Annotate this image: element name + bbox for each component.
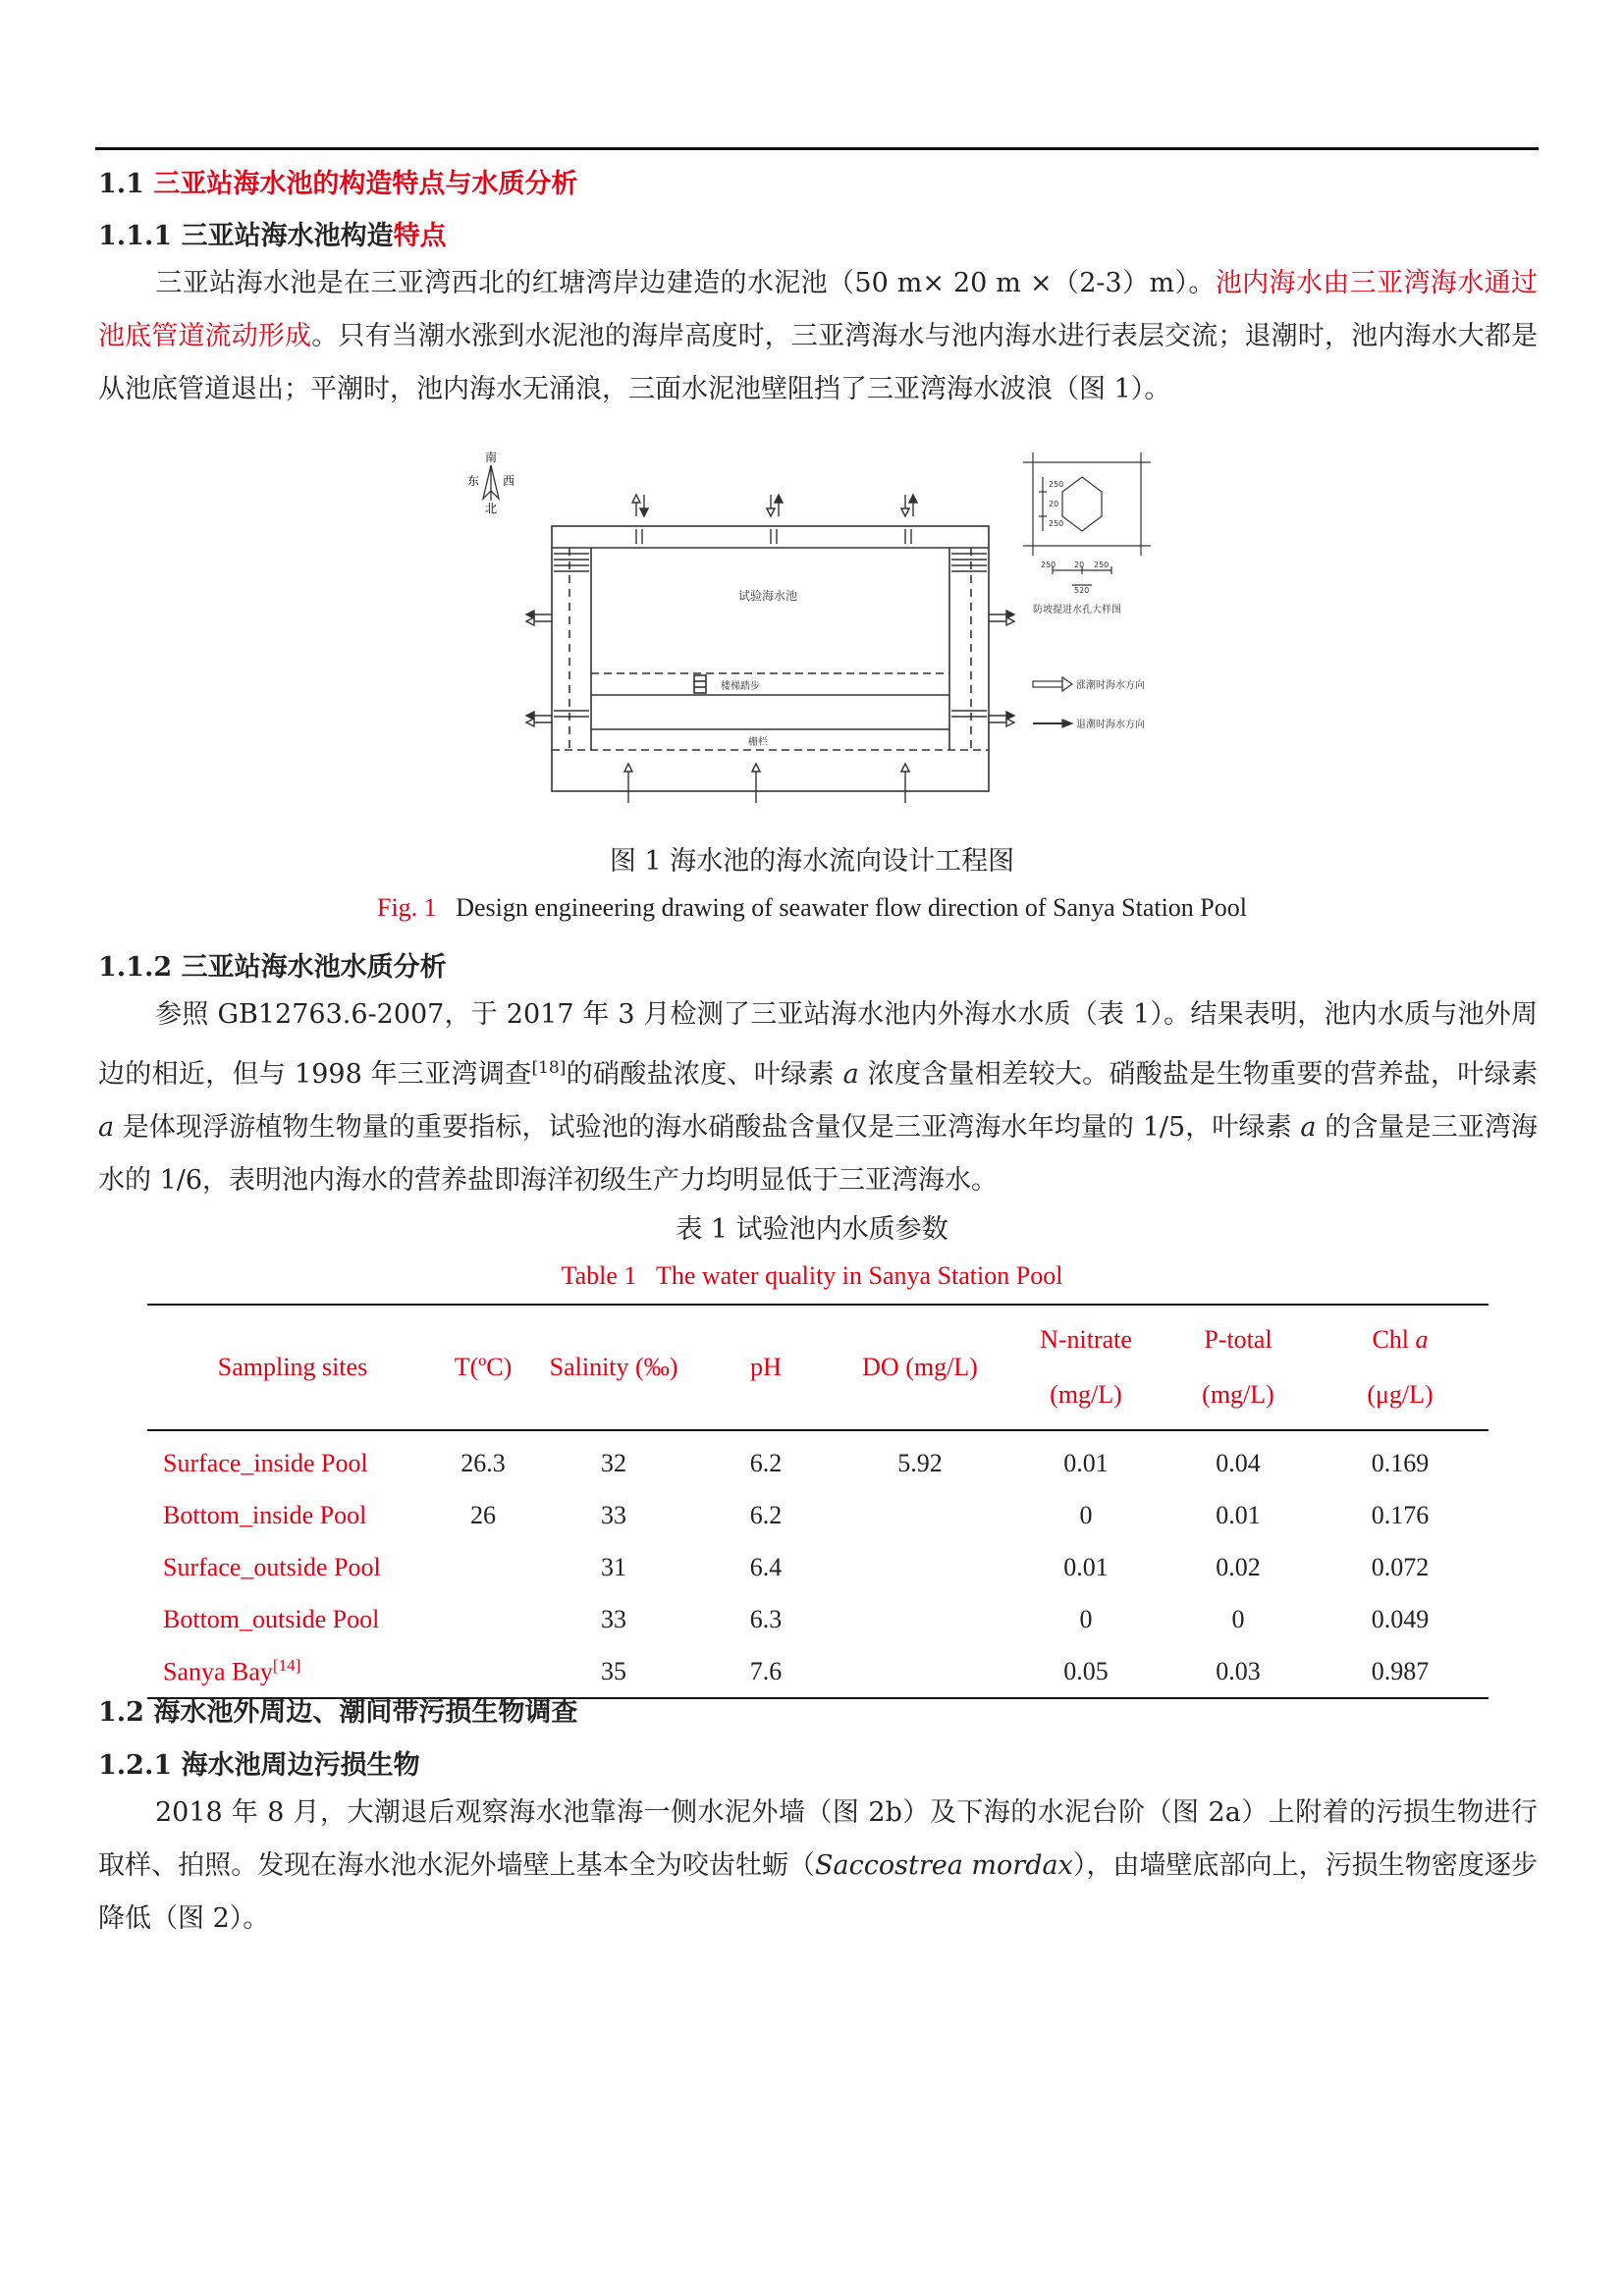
cell-chl: 0.072: [1371, 1552, 1430, 1581]
section-number: 1.1: [98, 169, 144, 199]
svg-text:东: 东: [466, 474, 480, 488]
cell-ph: 7.6: [749, 1656, 783, 1685]
cell-chl: 0.176: [1371, 1500, 1430, 1529]
cell-site: Surface_inside Pool: [163, 1448, 368, 1477]
cell-do: 5.92: [897, 1448, 943, 1477]
cell-chl: 0.987: [1371, 1656, 1430, 1685]
cell-ptotal: 0.03: [1216, 1656, 1261, 1685]
side-flow-arrows: [526, 611, 1014, 726]
cell-chl: 0.169: [1371, 1448, 1430, 1477]
legend-rise-label: 涨潮时海水方向: [1076, 680, 1145, 691]
svg-text:20: 20: [1049, 500, 1059, 508]
section-title: 三亚站海水池构造: [181, 221, 394, 251]
header-chl: Chl a (μg/L): [1367, 1325, 1434, 1409]
cell-ptotal: 0: [1231, 1604, 1245, 1633]
detail-label: 防坡提进水孔大样图: [1033, 605, 1121, 615]
fence-label: 栅栏: [748, 737, 768, 748]
figure-caption-cn: 图 1 海水池的海水流向设计工程图: [609, 846, 1015, 877]
header-rule: [95, 147, 1539, 150]
section-heading-1-1-2: [98, 945, 447, 984]
table-row: [147, 1430, 1489, 1489]
cell-nitrate: 0: [1079, 1500, 1093, 1529]
table-caption-en: Table 1 The water quality in Sanya Station Pool: [561, 1261, 1063, 1290]
table-1: [147, 1304, 1489, 1699]
header-site: Sampling sites: [217, 1353, 368, 1381]
cell-salinity: 33: [601, 1500, 626, 1529]
section-heading-1-2: [98, 1690, 577, 1729]
paragraph-fouling-organisms: 2018 年 8 月，大潮退后观察海水池靠海一侧水泥外墙（图 2b）及下海的水泥台阶（图 2a）上附着的污损生物进行取样、拍照。发现在海水池水泥外墙壁上基本全为咬齿牡蛎（Saccostrea mordax），由墙壁底部向上，污损生物密度逐步降低（图 2）。: [98, 1797, 1538, 1934]
header-salinity: Salinity (‰): [549, 1353, 678, 1381]
water-quality-table: [147, 1304, 1489, 1699]
cell-salinity: 35: [601, 1656, 626, 1685]
cell-do: [833, 1489, 1007, 1541]
cell-nitrate: 0: [1079, 1604, 1093, 1633]
bottom-flow-arrows: [624, 764, 909, 803]
table-caption-cn: 表 1 试验池内水质参数: [676, 1214, 948, 1245]
cell-ph: 6.2: [749, 1500, 783, 1529]
table-header-row: [147, 1305, 1489, 1430]
figure-1-engineering-drawing: [454, 438, 1210, 816]
cell-ptotal: 0.02: [1216, 1552, 1261, 1581]
legend: [1033, 677, 1072, 727]
section-number: 1.2: [98, 1697, 144, 1728]
cell-do: [833, 1541, 1007, 1593]
cell-temperature: [438, 1541, 528, 1593]
cell-salinity: 32: [601, 1448, 626, 1477]
svg-text:520: 520: [1074, 586, 1090, 595]
cell-nitrate: 0.05: [1063, 1656, 1109, 1685]
cell-ptotal: 0.01: [1216, 1500, 1261, 1529]
pool-label: 试验海水池: [737, 589, 798, 603]
citation: [18]: [531, 1058, 567, 1078]
svg-text:250: 250: [1049, 480, 1064, 489]
section-number: 1.1.2: [98, 952, 173, 983]
svg-text:西: 西: [502, 474, 515, 488]
cell-do: [833, 1593, 1007, 1645]
cell-temperature: [438, 1593, 528, 1645]
detail-dimensions: [1041, 480, 1109, 595]
cell-nitrate: 0.01: [1063, 1448, 1109, 1477]
cell-salinity: 31: [601, 1552, 626, 1581]
paragraph-water-quality: 参照 GB12763.6-2007，于 2017 年 3 月检测了三亚站海水池内外海水水质（表 1）。结果表明，池内水质与池外周边的相近，但与 1998 年三亚湾调查[18]的硝酸盐浓度、叶绿素 a 浓度含量相差较大。硝酸盐是生物重要的营养盐，叶绿素 a 是体现浮游植物生物量的重要指标，试验池的海水硝酸盐含量仅是三亚湾海水年均量的 1/5，叶绿素 a 的含量是三亚湾海水的 1/6，表明池内海水的营养盐即海洋初级生产力均明显低于三亚湾海水。: [98, 999, 1538, 1196]
section-title-highlight: 特点: [393, 221, 447, 251]
citation: [14]: [272, 1655, 301, 1675]
top-flow-arrows: [632, 495, 917, 544]
svg-text:北: 北: [484, 502, 498, 515]
header-ptotal: P-total (mg/L): [1202, 1325, 1274, 1409]
figure-caption-en: Fig. 1 Design engineering drawing of seawater flow direction of Sanya Station Pool: [377, 893, 1247, 922]
stairs-label: 楼梯踏步: [721, 681, 760, 692]
cell-salinity: 33: [601, 1604, 626, 1633]
cell-site: Sanya Bay[14]: [163, 1655, 301, 1686]
table-row: [147, 1593, 1489, 1645]
section-number: 1.1.1: [98, 221, 173, 251]
header-temperature: T(ºC): [454, 1353, 513, 1381]
cell-ph: 6.2: [749, 1448, 783, 1477]
cell-site: Bottom_outside Pool: [163, 1604, 380, 1633]
section-heading-1-2-1: [98, 1743, 420, 1782]
cell-nitrate: 0.01: [1063, 1552, 1109, 1581]
compass-icon: [467, 450, 514, 515]
cell-site: Surface_outside Pool: [163, 1552, 381, 1581]
svg-text:250: 250: [1049, 519, 1064, 528]
header-ph: pH: [750, 1353, 782, 1381]
section-heading-1-1-1: [98, 214, 447, 252]
section-title: 三亚站海水池水质分析: [181, 952, 447, 983]
section-title: 海水池外周边、潮间带污损生物调查: [153, 1697, 578, 1728]
svg-text:250: 250: [1041, 561, 1056, 569]
highlight-text: 池内海水由三亚湾海水通过池底管道流动形成: [98, 268, 1538, 351]
cell-temperature: 26: [470, 1500, 496, 1529]
cell-site: Bottom_inside Pool: [163, 1500, 367, 1529]
header-do: DO (mg/L): [862, 1353, 978, 1381]
pool-outline: [552, 526, 989, 791]
header-nitrate: N-nitrate (mg/L): [1040, 1325, 1132, 1409]
svg-text:20: 20: [1074, 561, 1085, 569]
legend-fall-label: 退潮时海水方向: [1076, 720, 1145, 730]
section-heading-1-1: [98, 162, 577, 200]
table-row: [147, 1489, 1489, 1541]
cell-ph: 6.4: [749, 1552, 783, 1581]
paragraph-pool-structure: 三亚站海水池是在三亚湾西北的红塘湾岸边建造的水泥池（50 m× 20 m ×（2-3）m）。池内海水由三亚湾海水通过池底管道流动形成。只有当潮水涨到水泥池的海岸高度时，三亚湾海水与池内海水进行表层交流；退潮时，池内海水大都是从池底管道退出；平潮时，池内海水无涌浪，三面水泥池壁阻挡了三亚湾海水波浪（图 1）。: [98, 268, 1539, 404]
svg-text:250: 250: [1094, 561, 1110, 569]
section-number: 1.2.1: [98, 1750, 173, 1781]
section-title: 三亚站海水池的构造特点与水质分析: [153, 169, 578, 199]
species-name: Saccostrea mordax: [815, 1850, 1073, 1881]
cell-ptotal: 0.04: [1216, 1448, 1261, 1477]
cell-do: [833, 1645, 1007, 1698]
svg-text:南: 南: [484, 451, 498, 464]
cell-ph: 6.3: [749, 1604, 783, 1633]
cell-chl: 0.049: [1371, 1604, 1430, 1633]
section-title: 海水池周边污损生物: [181, 1750, 420, 1781]
table-row: [147, 1541, 1489, 1593]
cell-temperature: 26.3: [460, 1448, 506, 1477]
